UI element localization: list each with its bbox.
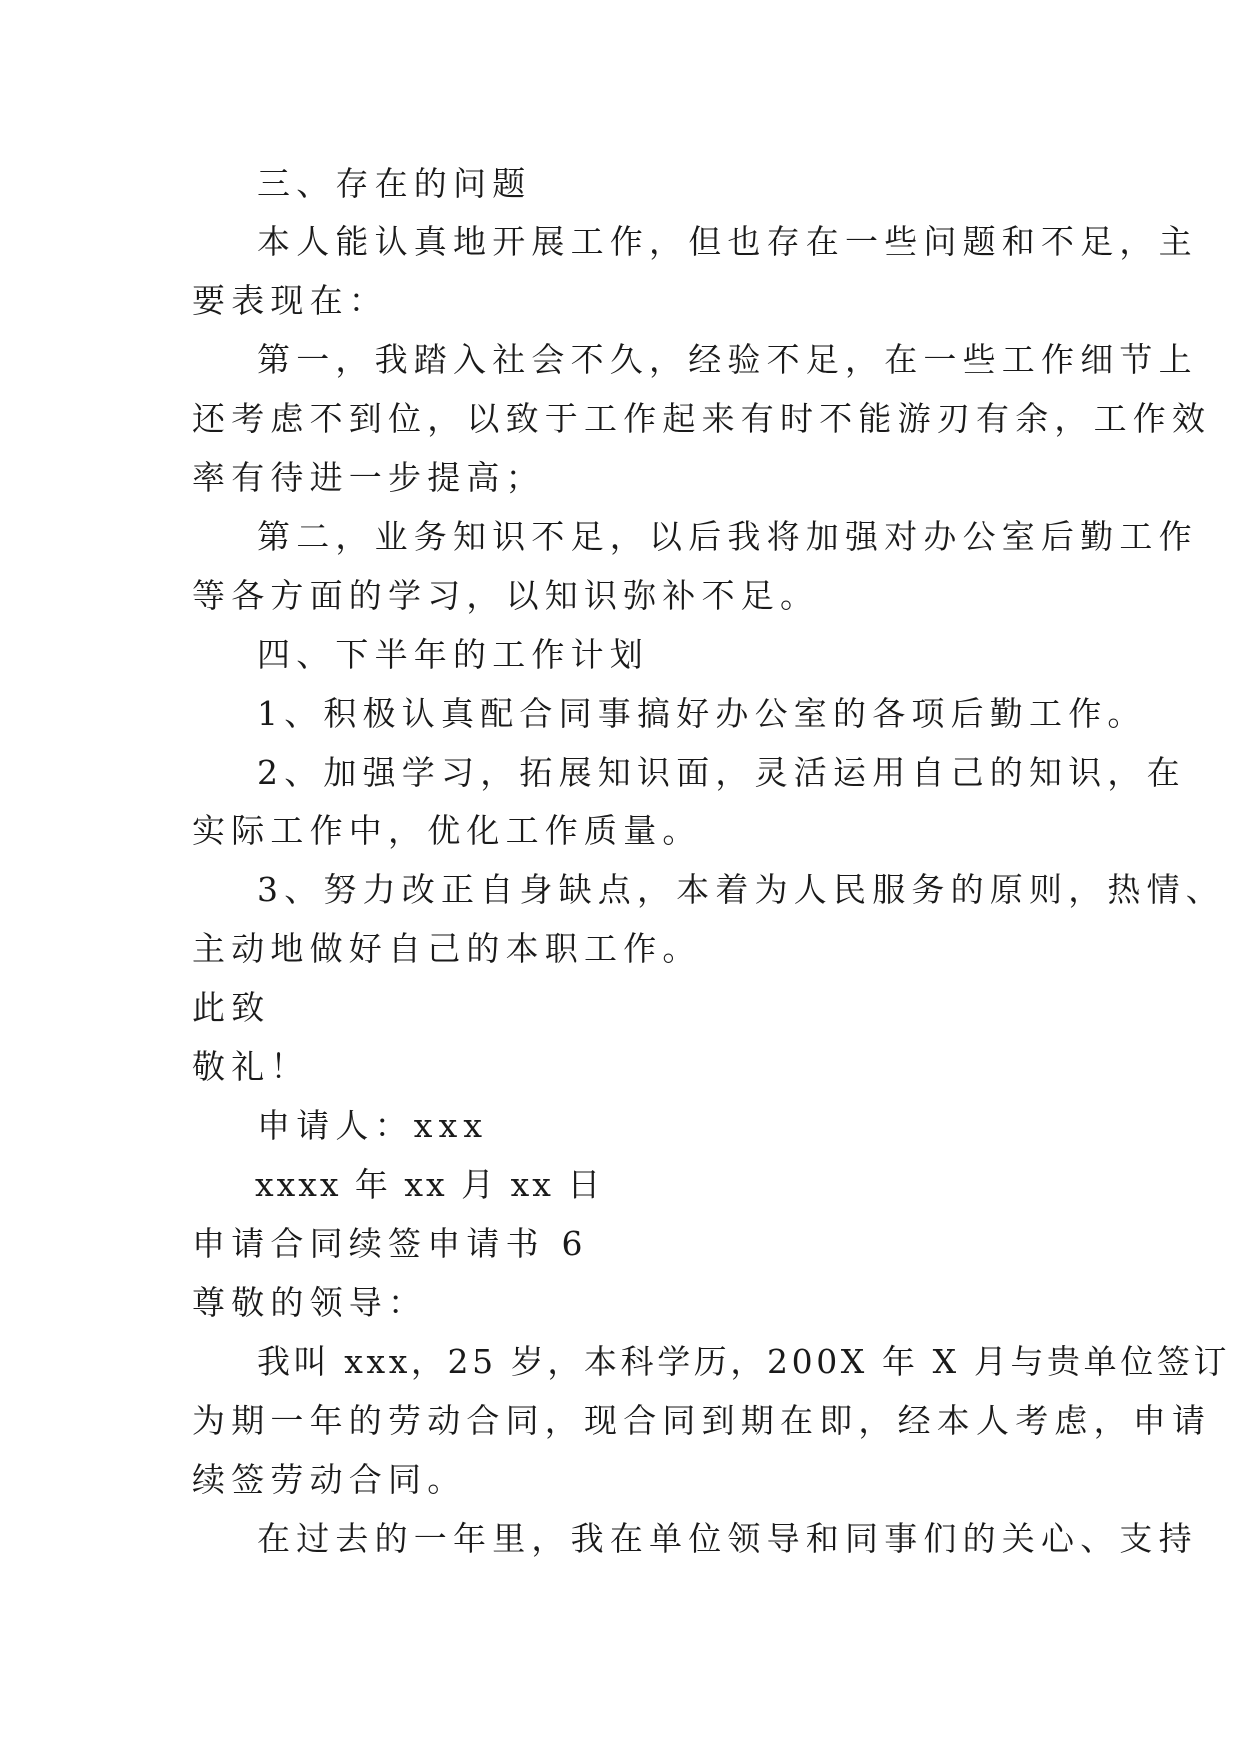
paragraph-line: 本人能认真地开展工作，但也存在一些问题和不足，主 bbox=[257, 222, 1198, 261]
plan-item-1: 1、积极认真配合同事搞好办公室的各项后勤工作。 bbox=[257, 694, 1147, 733]
closing-line: 此致 bbox=[192, 988, 271, 1027]
salutation: 尊敬的领导： bbox=[192, 1283, 428, 1322]
paragraph-line: 主动地做好自己的本职工作。 bbox=[192, 929, 702, 968]
paragraph-line: 第二，业务知识不足，以后我将加强对办公室后勤工作 bbox=[257, 517, 1198, 556]
applicant-signature: 申请人：xxx bbox=[257, 1106, 489, 1145]
document-title: 申请合同续签申请书 6 bbox=[192, 1224, 589, 1263]
closing-salute: 敬礼！ bbox=[192, 1047, 310, 1086]
paragraph-line: 续签劳动合同。 bbox=[192, 1460, 467, 1499]
paragraph-line: 率有待进一步提高； bbox=[192, 458, 545, 497]
paragraph-line: 在过去的一年里，我在单位领导和同事们的关心、支持 bbox=[257, 1519, 1198, 1558]
signature-date: xxxx 年 xx 月 xx 日 bbox=[255, 1165, 604, 1204]
paragraph-line: 为期一年的劳动合同，现合同到期在即，经本人考虑，申请 bbox=[192, 1401, 1212, 1440]
paragraph-line: 第一，我踏入社会不久，经验不足，在一些工作细节上 bbox=[257, 340, 1198, 379]
plan-item-3: 3、努力改正自身缺点，本着为人民服务的原则，热情、 bbox=[257, 870, 1225, 909]
section-heading-plan: 四、下半年的工作计划 bbox=[257, 635, 649, 674]
paragraph-line: 还考虑不到位，以致于工作起来有时不能游刃有余，工作效 bbox=[192, 399, 1212, 438]
section-heading-problems: 三、存在的问题 bbox=[257, 164, 532, 203]
paragraph-line: 我叫 xxx，25 岁，本科学历，200X 年 X 月与贵单位签订 bbox=[257, 1342, 1231, 1381]
paragraph-line: 等各方面的学习，以知识弥补不足。 bbox=[192, 576, 820, 615]
paragraph-line: 实际工作中，优化工作质量。 bbox=[192, 811, 702, 850]
plan-item-2: 2、加强学习，拓展知识面，灵活运用自己的知识，在 bbox=[257, 753, 1186, 792]
paragraph-line: 要表现在： bbox=[192, 281, 388, 320]
